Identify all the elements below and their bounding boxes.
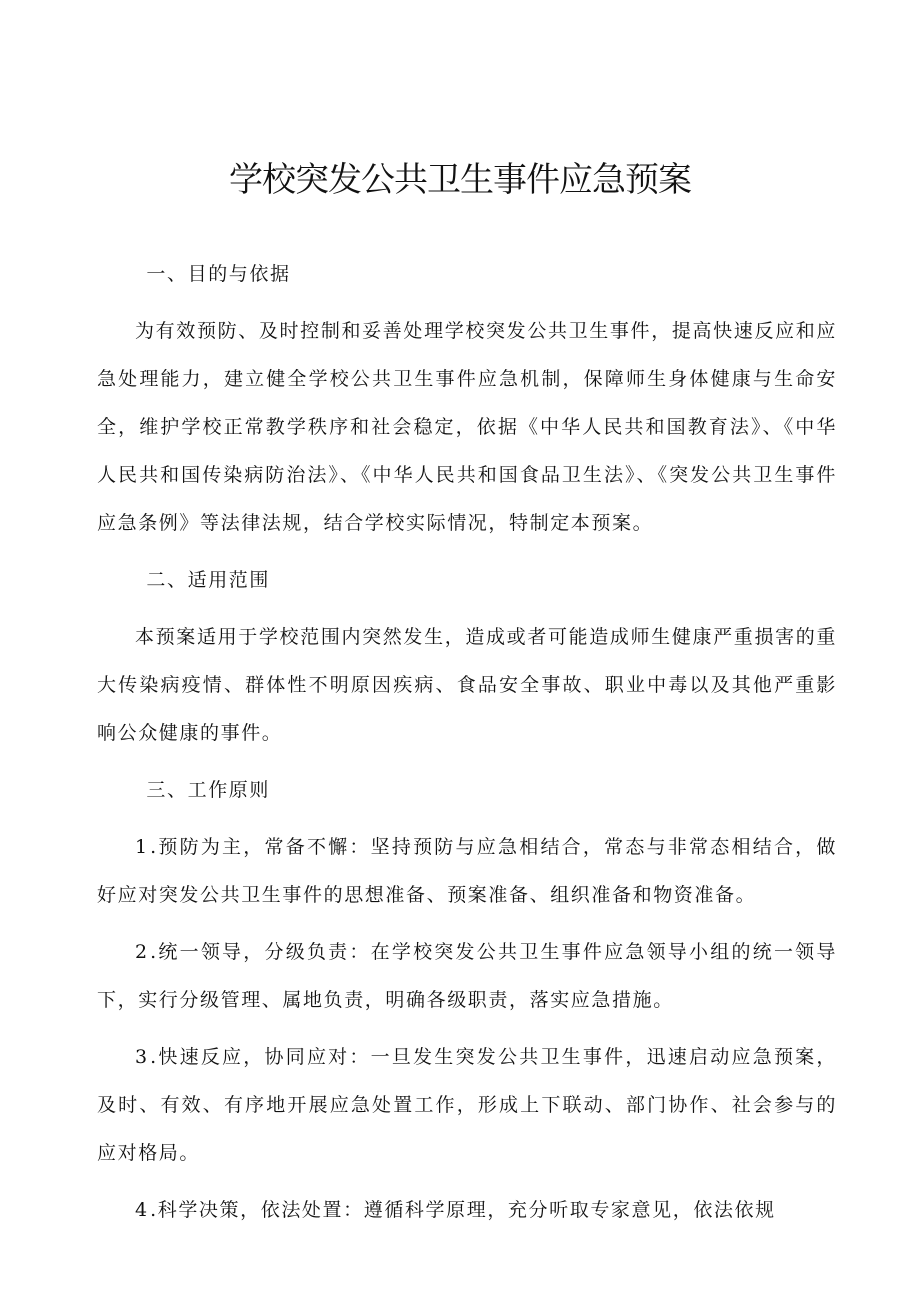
numbered-item <box>97 823 837 919</box>
paragraph: 本预案适用于学校范围内突然发生，造成或者可能造成师生健康严重损害的重大传染病疫情、群体性不明原因疾病、食品安全事故、职业中毒以及其他严重影响公众健康的事件。 <box>97 626 837 744</box>
item-text: .统一领导，分级负责：在学校突发公共卫生事件应急领导小组的统一领导下，实行分级管理、属地负责，明确各级职责，落实应急措施。 <box>97 941 837 1011</box>
section-heading: 一、目的与依据 <box>146 263 291 285</box>
item-text: .预防为主，常备不懈：坚持预防与应急相结合，常态与非常态相结合，做好应对突发公共卫生事件的思想准备、预案准备、组织准备和物资准备。 <box>97 836 837 906</box>
section-heading: 二、适用范围 <box>146 569 270 591</box>
item-number: 1 <box>135 836 151 858</box>
item-text: .科学决策，依法处置：遵循科学原理，充分听取专家意见，依法依规 <box>150 1199 776 1221</box>
section-heading: 三、工作原则 <box>146 779 270 801</box>
item-number: 2 <box>135 941 151 963</box>
numbered-item <box>97 928 837 1024</box>
document-title: 学校突发公共卫生事件应急预案 <box>229 160 691 200</box>
item-number: 4 <box>135 1199 151 1221</box>
item-text: .快速反应，协同应对：一旦发生突发公共卫生事件，迅速启动应急预案，及时、有效、有序地开展应急处置工作，形成上下联动、部门协作、社会参与的应对格局。 <box>97 1046 837 1164</box>
numbered-item <box>97 1186 837 1234</box>
numbered-item <box>97 1033 837 1177</box>
paragraph: 为有效预防、及时控制和妥善处理学校突发公共卫生事件，提高快速反应和应急处理能力，建立健全学校公共卫生事件应急机制，保障师生身体健康与生命安全，维护学校正常教学秩序和社会稳定，依据《中华人民共和国教育法》、《中华人民共和国传染病防治法》、《中华人民共和国食品卫生法》、《突发公共卫生事件应急条例》等法律法规，结合学校实际情况，特制定本预案。 <box>97 320 837 534</box>
document-body <box>97 250 837 1243</box>
item-number: 3 <box>135 1046 151 1068</box>
